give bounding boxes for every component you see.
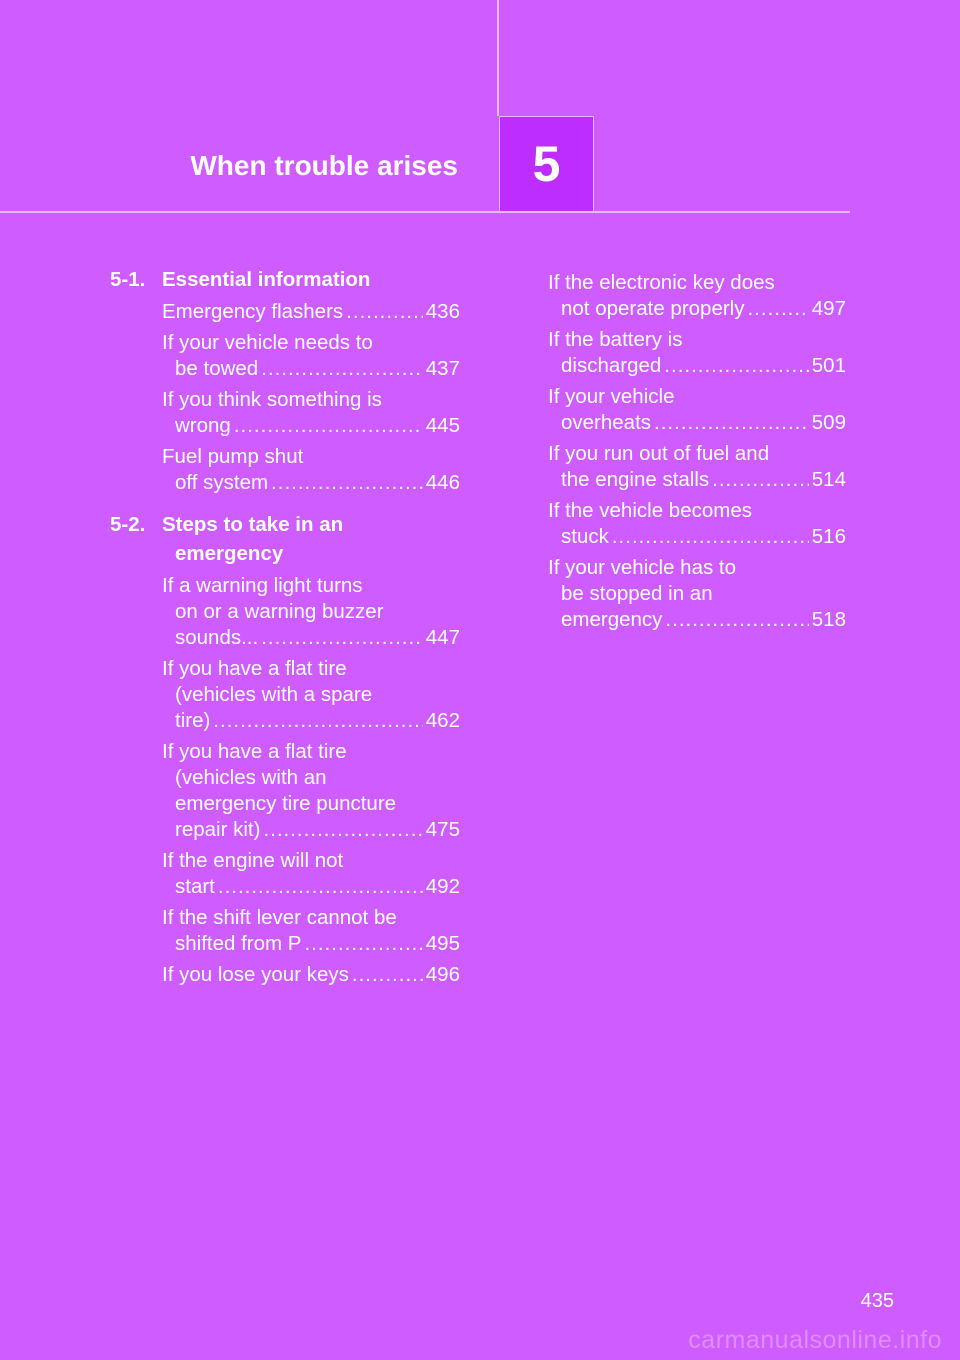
toc-entry-line: If your vehicle (548, 385, 675, 408)
toc-entry-last-line (162, 817, 460, 843)
toc-section (110, 265, 460, 496)
toc-page-ref: 475 (425, 818, 460, 841)
section-title-line: Essential information (162, 268, 371, 291)
toc-entry-last-line (162, 299, 460, 325)
toc-page-ref: 445 (425, 414, 460, 437)
toc-entry-line: on or a warning buzzer (175, 600, 384, 623)
toc-entry-last-line (162, 931, 460, 957)
section-title-line: Steps to take in an (162, 513, 344, 536)
section-number: 5-1. (110, 268, 146, 291)
toc-page-ref: 497 (811, 297, 846, 320)
toc-entry-list (110, 573, 460, 988)
toc-entry-text: If you lose your keys (162, 963, 349, 986)
toc-entry-text: tire) (175, 709, 211, 732)
toc-entry[interactable] (548, 555, 846, 633)
toc-entry[interactable] (162, 444, 460, 496)
toc-entry-line: (vehicles with an (175, 766, 327, 789)
watermark: carmanualsonline.info (688, 1326, 942, 1354)
toc-entry-text: wrong (175, 414, 231, 437)
chapter-number: 5 (532, 136, 561, 192)
toc-entry[interactable] (162, 330, 460, 382)
toc-entry[interactable] (548, 327, 846, 379)
toc-entry-text: repair kit) (175, 818, 261, 841)
toc-entry-last-line (548, 467, 846, 493)
dot-leader (234, 413, 423, 439)
toc-entry[interactable] (162, 739, 460, 843)
toc-page-ref: 495 (425, 932, 460, 955)
toc-entry-line: If you have a flat tire (162, 657, 347, 680)
dot-leader (352, 962, 423, 988)
toc-entry[interactable] (162, 962, 460, 988)
toc-entry-line: If the electronic key does (548, 271, 775, 294)
section-title (162, 265, 460, 294)
toc-entry-text: not operate properly (561, 297, 745, 320)
toc-page-ref: 516 (811, 525, 846, 548)
toc-entry-last-line (162, 874, 460, 900)
toc-page-ref: 496 (425, 963, 460, 986)
toc-page-ref: 437 (425, 357, 460, 380)
header-rule (0, 211, 850, 213)
toc-entry-last-line (548, 353, 846, 379)
toc-section (110, 510, 460, 988)
toc-entry-line: (vehicles with a spare (175, 683, 373, 706)
section-title-line: emergency (175, 542, 284, 565)
toc-entry[interactable] (162, 387, 460, 439)
toc-entry-line: If your vehicle needs to (162, 331, 373, 354)
dot-leader (665, 607, 808, 633)
toc-entry[interactable] (548, 498, 846, 550)
page-number: 435 (860, 1290, 894, 1312)
toc-entry-line: If you have a flat tire (162, 740, 347, 763)
toc-entry-last-line (162, 413, 460, 439)
toc-entry-last-line (548, 524, 846, 550)
toc-entry-text: overheats (561, 411, 652, 434)
toc-left-column (110, 265, 460, 1002)
toc-entry[interactable] (162, 656, 460, 734)
toc-entry[interactable] (162, 573, 460, 651)
chapter-number-tab (499, 116, 594, 211)
section-heading (110, 265, 460, 294)
toc-entry-line: If your vehicle has to (548, 556, 737, 579)
toc-entry-text: shifted from P (175, 932, 302, 955)
toc-page-ref: 446 (425, 471, 460, 494)
dot-leader (712, 467, 809, 493)
toc-entry-list (110, 299, 460, 496)
toc-entry-text: Emergency flashers (162, 300, 344, 323)
toc-entry-line: If the vehicle becomes (548, 499, 752, 522)
toc-entry-last-line (548, 410, 846, 436)
dot-leader (218, 874, 423, 900)
dot-leader (263, 817, 422, 843)
dot-leader (271, 470, 423, 496)
toc-page-ref: 462 (425, 709, 460, 732)
toc-entry-text: emergency (561, 608, 663, 631)
toc-entry[interactable] (162, 905, 460, 957)
toc-page-ref: 492 (425, 875, 460, 898)
toc-entry-text: off system (175, 471, 269, 494)
toc-entry-last-line (162, 356, 460, 382)
toc-page-ref: 509 (811, 411, 846, 434)
toc-entry[interactable] (548, 384, 846, 436)
toc-entry-line: Fuel pump shut (162, 445, 304, 468)
toc-entry[interactable] (162, 848, 460, 900)
section-number: 5-2. (110, 513, 146, 536)
toc-entry-line: be stopped in an (561, 582, 713, 605)
toc-entry-last-line (548, 296, 846, 322)
toc-entry-text: the engine stalls (561, 468, 710, 491)
toc-page-ref: 447 (425, 626, 460, 649)
dot-leader (261, 625, 423, 651)
toc-entry-list (548, 270, 846, 633)
toc-page-ref: 436 (425, 300, 460, 323)
toc-entry-line: If you run out of fuel and (548, 442, 770, 465)
section-heading (110, 510, 460, 568)
toc-entry[interactable] (548, 441, 846, 493)
toc-entry-text: start (175, 875, 215, 898)
dot-leader (304, 931, 422, 957)
toc-entry-text: sounds... (175, 626, 259, 649)
toc-page-ref: 514 (811, 468, 846, 491)
toc-entry-last-line (162, 708, 460, 734)
dot-leader (664, 353, 808, 379)
dot-leader (261, 356, 423, 382)
toc-entry-last-line (162, 625, 460, 651)
dot-leader (612, 524, 809, 550)
section-title (162, 510, 460, 568)
toc-page-ref: 501 (811, 354, 846, 377)
dot-leader (654, 410, 809, 436)
toc-entry-last-line (162, 470, 460, 496)
toc-entry-text: stuck (561, 525, 609, 548)
toc-entry-line: If the battery is (548, 328, 683, 351)
toc-right-column (548, 265, 846, 633)
toc-page-ref: 518 (811, 608, 846, 631)
toc-entry-text: discharged (561, 354, 662, 377)
toc-entry-last-line (162, 962, 460, 988)
toc-entry[interactable] (548, 270, 846, 322)
dot-leader (747, 296, 808, 322)
toc-entry-line: If a warning light turns (162, 574, 363, 597)
toc-entry-line: If you think something is (162, 388, 382, 411)
toc-entry-line: If the engine will not (162, 849, 344, 872)
toc-entry[interactable] (162, 299, 460, 325)
top-vertical-rule (497, 0, 499, 116)
toc-entry-text: be towed (175, 357, 259, 380)
toc-entry-line: If the shift lever cannot be (162, 906, 397, 929)
toc-entry-last-line (548, 607, 846, 633)
dot-leader (346, 299, 423, 325)
chapter-title: When trouble arises (190, 150, 458, 181)
toc-entry-line: emergency tire puncture (175, 792, 397, 815)
dot-leader (213, 708, 422, 734)
